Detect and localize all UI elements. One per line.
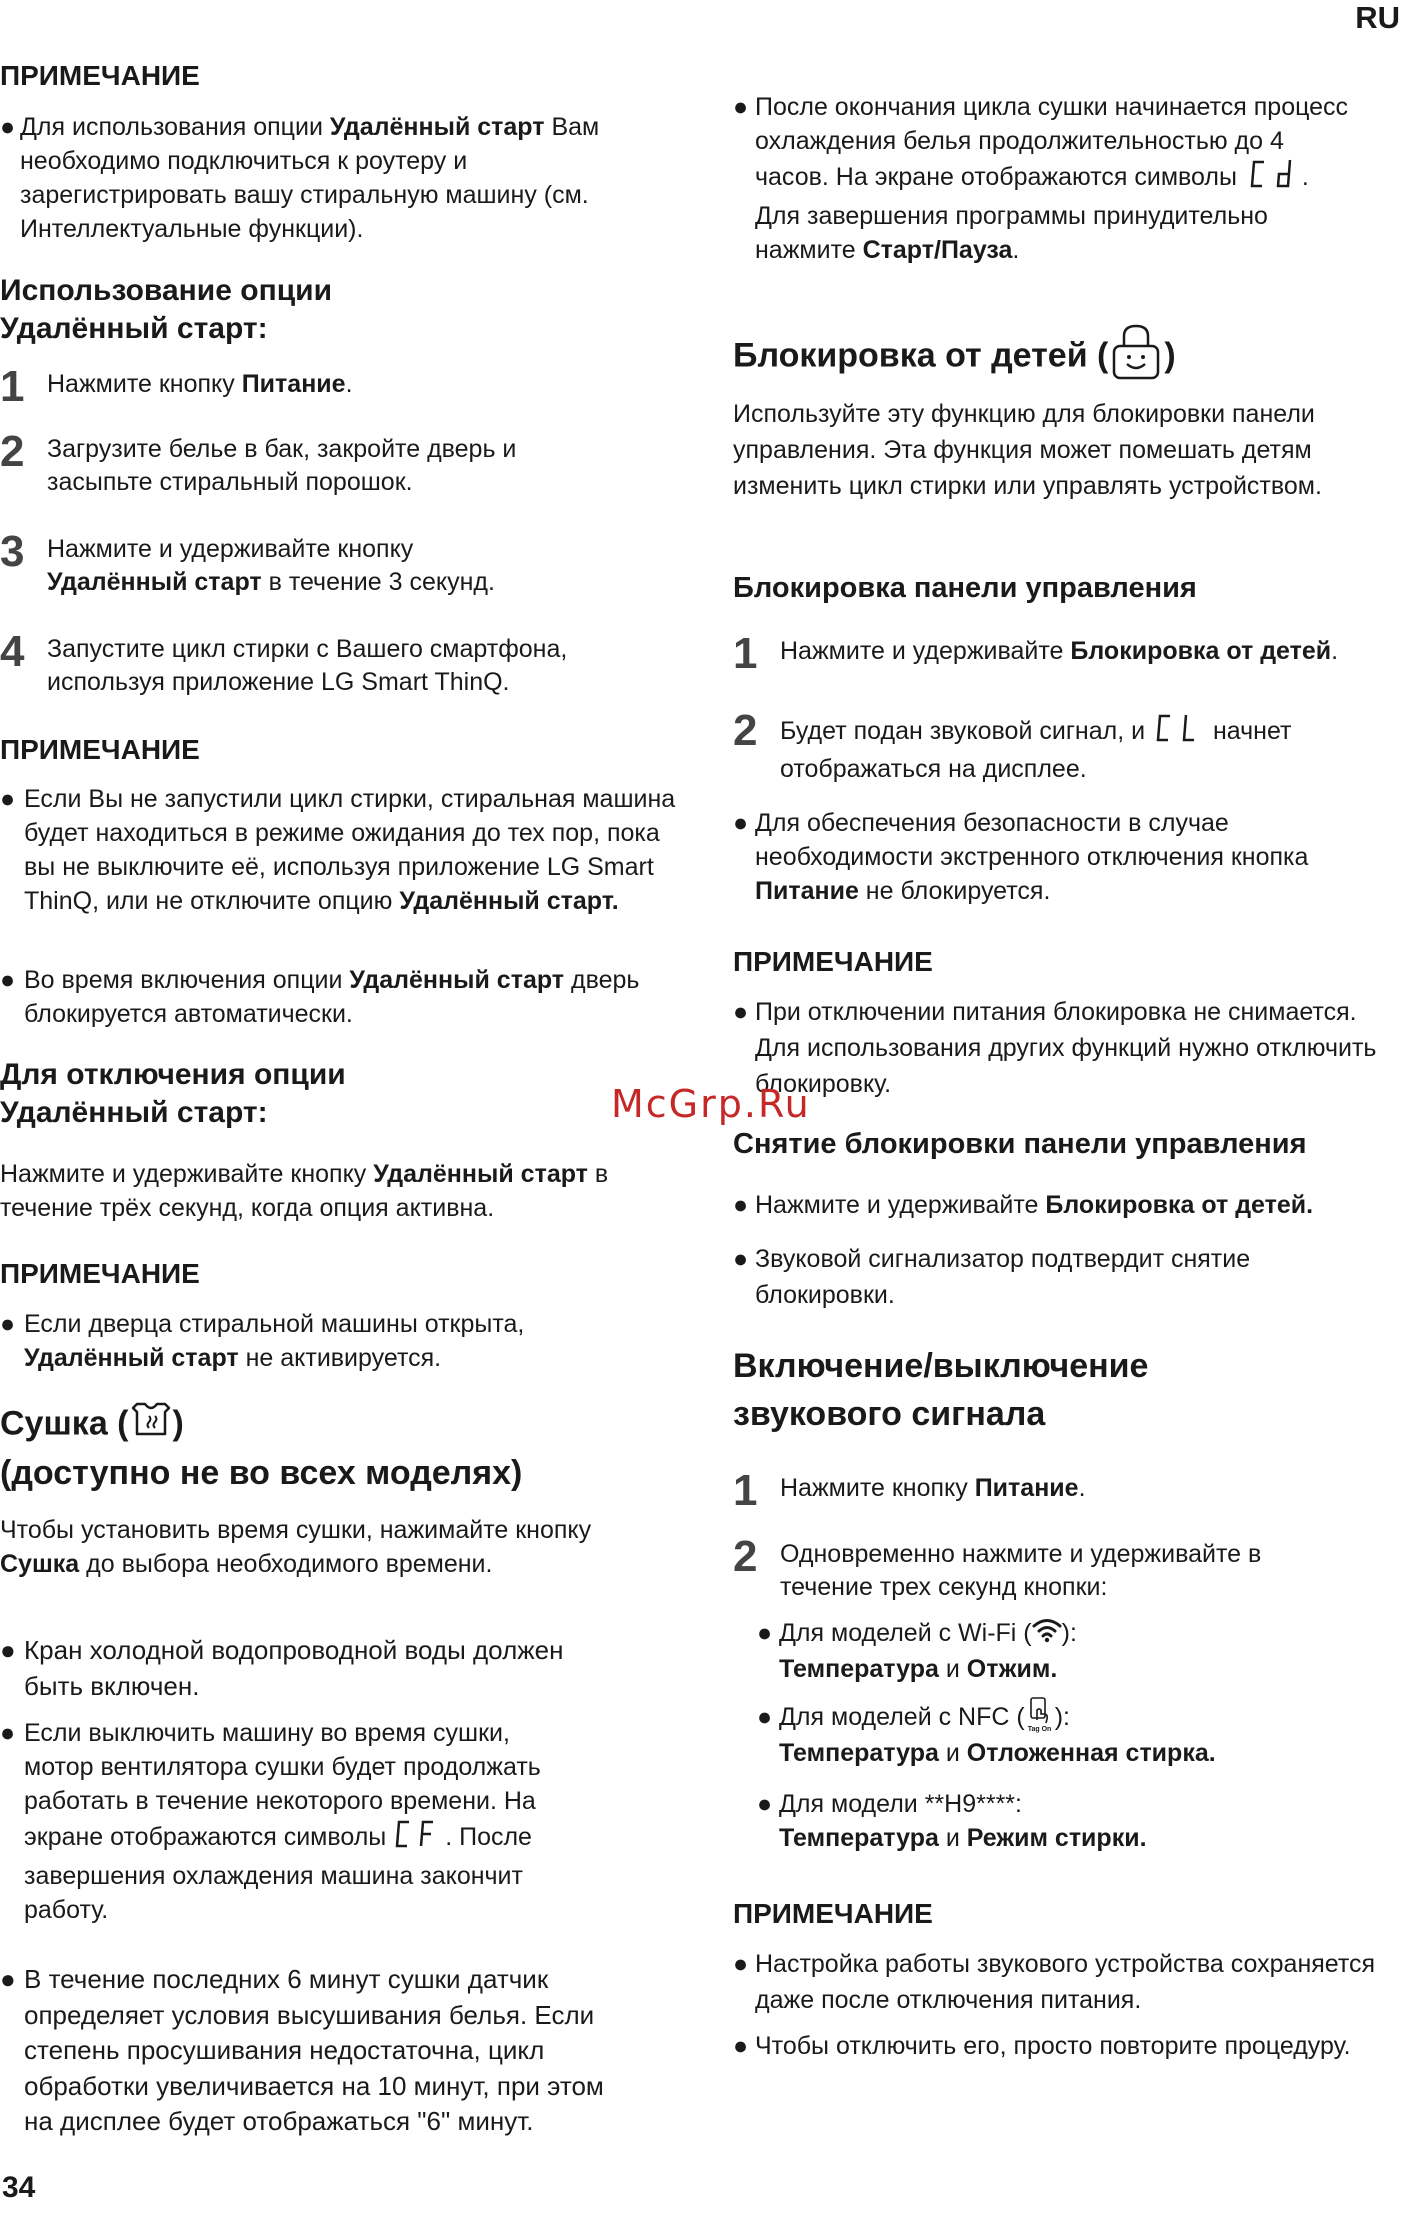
text: Во время включения опции (24, 966, 350, 994)
text: Для использования опции (20, 113, 330, 141)
heading-text: ) (1164, 336, 1176, 375)
text: Если дверца стиральной машины открыта, (24, 1310, 525, 1338)
step-number: 3 (0, 527, 25, 576)
paragraph (0, 1157, 670, 1225)
bullet-dot: ● (733, 1191, 749, 1219)
bold-term: Удалённый старт (47, 568, 262, 596)
bullet-dot: ● (733, 809, 749, 837)
text: в течение трёх секунд, когда опция активна. (0, 1160, 609, 1222)
step-number: 1 (733, 629, 758, 678)
step-number: 2 (733, 1532, 758, 1581)
text: . Для завершения программы принудительно нажмите (755, 163, 1309, 264)
step-number: 1 (733, 1466, 758, 1515)
text: Будет подан звуковой сигнал, и (780, 717, 1153, 746)
text: . (1331, 637, 1339, 665)
text: до выбора необходимого времени. (79, 1550, 493, 1578)
child-lock-icon (1108, 322, 1164, 393)
text: . (345, 370, 353, 398)
heading-text: Сушка ( (0, 1404, 129, 1443)
drying-icon (129, 1400, 173, 1451)
bullet-dot: ● (0, 113, 16, 141)
bullet-dot: ● (733, 93, 749, 121)
text: Для моделей с Wi-Fi ( (779, 1619, 1032, 1647)
note-bullet (0, 110, 660, 246)
text: Нажмите кнопку (47, 370, 242, 398)
text: в течение 3 секунд. (261, 568, 495, 596)
bold-term: Блокировка от детей (1070, 637, 1332, 665)
note-bullet (0, 963, 664, 1031)
bullet-dot: ● (757, 1790, 773, 1818)
note-heading: ПРИМЕЧАНИЕ (0, 1258, 200, 1289)
text: Кран холодной водопроводной воды должен быть включен. (24, 1635, 564, 1701)
bullet (733, 1241, 1375, 1313)
section-heading-drying (0, 1400, 690, 1495)
text: дверь блокируется автоматически. (24, 966, 640, 1028)
step-number: 1 (0, 362, 25, 411)
bullet-dot: ● (0, 1964, 16, 1994)
text: ): (1061, 1619, 1077, 1647)
text: Если выключить машину во время сушки, мотор вентилятора сушки будет продолжать работать в течение некоторого времени. На экране отображаются символы (24, 1719, 541, 1852)
text: и (938, 1654, 967, 1683)
bullet-h9 (757, 1787, 1379, 1855)
text: Одновременно нажмите и удерживайте в течение трех секунд кнопки: (780, 1540, 1262, 1601)
text: . (1078, 1474, 1086, 1502)
bullet (733, 1188, 1405, 1222)
text: Чтобы отключить его, просто повторите процедуру. (755, 2032, 1351, 2060)
bullet (0, 1962, 604, 2140)
heading-line: Удалённый старт: (0, 1096, 268, 1129)
bold-term: Блокировка от детей. (1045, 1191, 1314, 1219)
language-label: RU (1355, 0, 1400, 35)
text: Нажмите и удерживайте (755, 1191, 1046, 1219)
bullet-dot: ● (757, 1703, 773, 1731)
text: Вам необходимо подключиться к роутеру и зарегистрировать вашу стиральную машину (см. Интеллектуальные функции). (20, 113, 600, 243)
bold-term: Питание (241, 370, 346, 398)
text: Звуковой сигнализатор подтвердит снятие блокировки. (755, 1245, 1251, 1309)
text: Нажмите и удерживайте (780, 637, 1071, 665)
wifi-icon (1032, 1617, 1062, 1652)
note-heading: ПРИМЕЧАНИЕ (733, 1898, 933, 1929)
text: не активируется. (238, 1344, 442, 1372)
section-heading-child-lock (733, 322, 1176, 393)
text: не блокируется. (858, 877, 1051, 905)
text: Запустите цикл стирки с Вашего смартфона, используя приложение LG Smart ThinQ. (47, 635, 568, 696)
text: . После завершения охлаждения машина закончит работу. (24, 1823, 532, 1924)
bullet-dot: ● (0, 966, 16, 994)
paragraph: Используйте эту функцию для блокировки панели управления. Эта функция может помешать детям изменить цикл стирки или управлять устройством. (733, 400, 1322, 500)
note-heading: ПРИМЕЧАНИЕ (0, 60, 200, 91)
bold-term: Питание (755, 877, 859, 905)
note-bullet (0, 782, 684, 918)
bold-term: Удалённый старт. (399, 887, 619, 915)
bold-term: Отложенная стирка. (966, 1739, 1216, 1768)
bullet (0, 1632, 584, 1704)
text: Для модели **H9****: (779, 1790, 1022, 1818)
bold-term: Удалённый старт (349, 966, 565, 994)
text: В течение последних 6 минут сушки датчик определяет условия высушивания белья. Если степень просушивания недостаточна, цикл обработки увеличивается на 10 минут, при этом на дисплее будет отображаться "6" минут. (24, 1964, 604, 2136)
note-bullet (733, 1946, 1395, 2018)
bold-term: Температура (779, 1654, 939, 1683)
bullet-dot: ● (0, 785, 16, 813)
bullet (0, 1716, 584, 1927)
note-heading: ПРИМЕЧАНИЕ (733, 946, 933, 977)
bold-term: Отжим. (966, 1654, 1058, 1683)
section-heading-remote-start (0, 272, 332, 348)
text: Если Вы не запустили цикл стирки, стиральная машина будет находиться в режиме ожидания до тех пор, пока вы не выключите её, используя приложение LG Smart ThinQ, или не отключите опцию (24, 785, 676, 915)
bold-term: Режим стирки. (966, 1824, 1147, 1852)
heading-line: Включение/выключение (733, 1347, 1149, 1385)
bold-term: Питание (974, 1474, 1079, 1502)
bullet-dot: ● (733, 1245, 749, 1273)
bold-term: Температура (779, 1824, 939, 1852)
text: Для обеспечения безопасности в случае необходимости экстренного отключения кнопка (755, 809, 1309, 871)
page-number: 34 (2, 2171, 36, 2204)
bullet-dot: ● (0, 1719, 16, 1747)
text: Нажмите и удерживайте кнопку (0, 1160, 374, 1188)
bullet-wifi (757, 1616, 1379, 1686)
step-number: 4 (0, 627, 25, 676)
text: Для моделей с NFC ( (779, 1703, 1025, 1731)
text: . (1012, 236, 1020, 264)
text: и (938, 1739, 967, 1768)
text: Настройка работы звукового устройства сохраняется даже после отключения питания. (755, 1950, 1376, 2014)
heading-line: звукового сигнала (733, 1395, 1046, 1433)
text: При отключении питания блокировка не снимается. Для использования других функций нужно отключить блокировку. (755, 998, 1377, 1098)
bullet-dot: ● (733, 2032, 749, 2060)
bullet (733, 806, 1395, 908)
text: После окончания цикла сушки начинается процесс охлаждения белья продолжительностью до 4 часов. На экране отображаются символы (755, 93, 1349, 192)
heading-line: (доступно не во всех моделях) (0, 1454, 523, 1492)
heading-line: Использование опции (0, 274, 333, 307)
text: Нажмите кнопку (780, 1474, 975, 1502)
heading-line: Удалённый старт: (0, 312, 268, 345)
watermark: McGrp.Ru (611, 1082, 811, 1126)
subsection-heading-panel-lock: Блокировка панели управления (733, 572, 1197, 604)
bullet-dot: ● (757, 1619, 773, 1647)
bold-term: Удалённый старт (373, 1160, 588, 1188)
bullet-dot: ● (0, 1635, 16, 1665)
bold-term: Удалённый старт (329, 113, 545, 141)
bold-term: Температура (779, 1739, 939, 1768)
cf-display-symbol (393, 1818, 445, 1859)
text: Нажмите и удерживайте кнопку (47, 535, 414, 563)
bullet-nfc (757, 1700, 1379, 1770)
heading-text: Блокировка от детей ( (733, 336, 1109, 375)
bullet-dot: ● (0, 1310, 16, 1338)
note-bullet (733, 994, 1395, 1102)
text: Чтобы установить время сушки, нажимайте кнопку (0, 1516, 592, 1544)
bold-term: Старт/Пауза (862, 236, 1013, 264)
step-number: 2 (733, 706, 758, 755)
note-bullet (733, 2028, 1395, 2064)
heading-line: Для отключения опции (0, 1058, 346, 1091)
heading-text: ) (172, 1404, 184, 1443)
bullet-dot: ● (733, 998, 749, 1026)
bold-term: Сушка (0, 1550, 80, 1578)
text: начнет отображаться на дисплее. (780, 717, 1292, 783)
bullet-dot: ● (733, 1950, 749, 1978)
note-heading: ПРИМЕЧАНИЕ (0, 734, 200, 765)
subsection-heading-unlock: Снятие блокировки панели управления (733, 1128, 1307, 1160)
cd-display-symbol (1244, 158, 1302, 199)
text: и (938, 1824, 967, 1852)
bullet (733, 90, 1355, 267)
note-bullet (0, 1307, 644, 1375)
nfc-tag-icon (1025, 1700, 1055, 1736)
cl-display-symbol (1152, 712, 1206, 753)
paragraph (0, 1513, 600, 1581)
section-heading-disable-remote-start (0, 1056, 346, 1132)
text: ): (1054, 1703, 1070, 1731)
nfc-tag-label: Tag On (1027, 1726, 1052, 1734)
section-heading-sound (733, 1342, 1148, 1438)
step-number: 2 (0, 427, 25, 476)
text: Загрузите белье в бак, закройте дверь и засыпьте стиральный порошок. (47, 435, 517, 496)
bold-term: Удалённый старт (24, 1344, 239, 1372)
